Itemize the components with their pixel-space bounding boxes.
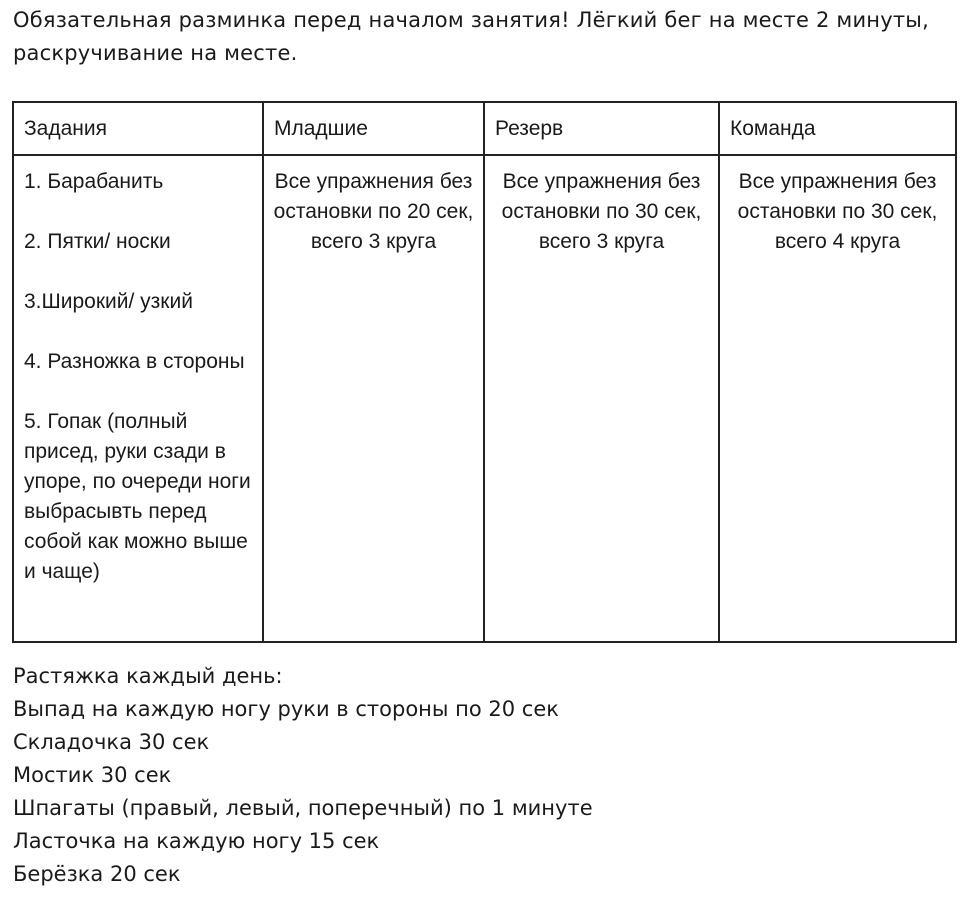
stretching-item: Мостик 30 сек bbox=[13, 763, 172, 787]
stretching-item: Складочка 30 сек bbox=[13, 730, 210, 754]
juniors-cell: Все упражнения без остановки по 20 сек, всего 3 круга bbox=[263, 155, 484, 642]
intro-line-2: раскручивание на месте. bbox=[13, 41, 298, 65]
intro-line-1: Обязательная разминка перед началом занятия! Лёгкий бег на месте 2 минуты, bbox=[13, 8, 929, 32]
tasks-cell bbox=[13, 155, 263, 642]
task-item: 3.Широкий/ узкий bbox=[24, 290, 193, 313]
team-cell: Все упражнения без остановки по 30 сек, всего 4 круга bbox=[719, 155, 956, 642]
stretching-item: Шпагаты (правый, левый, поперечный) по 1 минуте bbox=[13, 796, 593, 820]
workout-table bbox=[12, 101, 957, 643]
header-team: Команда bbox=[719, 102, 956, 155]
header-reserve: Резерв bbox=[484, 102, 719, 155]
stretching-section bbox=[13, 660, 958, 891]
intro-text bbox=[13, 4, 958, 70]
stretching-title: Растяжка каждый день: bbox=[13, 664, 283, 688]
stretching-item: Ласточка на каждую ногу 15 сек bbox=[13, 829, 380, 853]
reserve-cell: Все упражнения без остановки по 30 сек, всего 3 круга bbox=[484, 155, 719, 642]
stretching-item: Берёзка 20 сек bbox=[13, 862, 181, 886]
table-header-row bbox=[13, 102, 956, 155]
task-item: 2. Пятки/ носки bbox=[24, 230, 171, 253]
table-row bbox=[13, 155, 956, 642]
header-tasks: Задания bbox=[13, 102, 263, 155]
task-item: 4. Разножка в стороны bbox=[24, 350, 245, 373]
task-item: 5. Гопак (полный присед, руки сзади в упоре, по очереди ноги выбрасывть перед собой как можно выше и чаще) bbox=[24, 410, 251, 583]
header-juniors: Младшие bbox=[263, 102, 484, 155]
task-item: 1. Барабанить bbox=[24, 170, 164, 193]
stretching-item: Выпад на каждую ногу руки в стороны по 20 сек bbox=[13, 697, 559, 721]
